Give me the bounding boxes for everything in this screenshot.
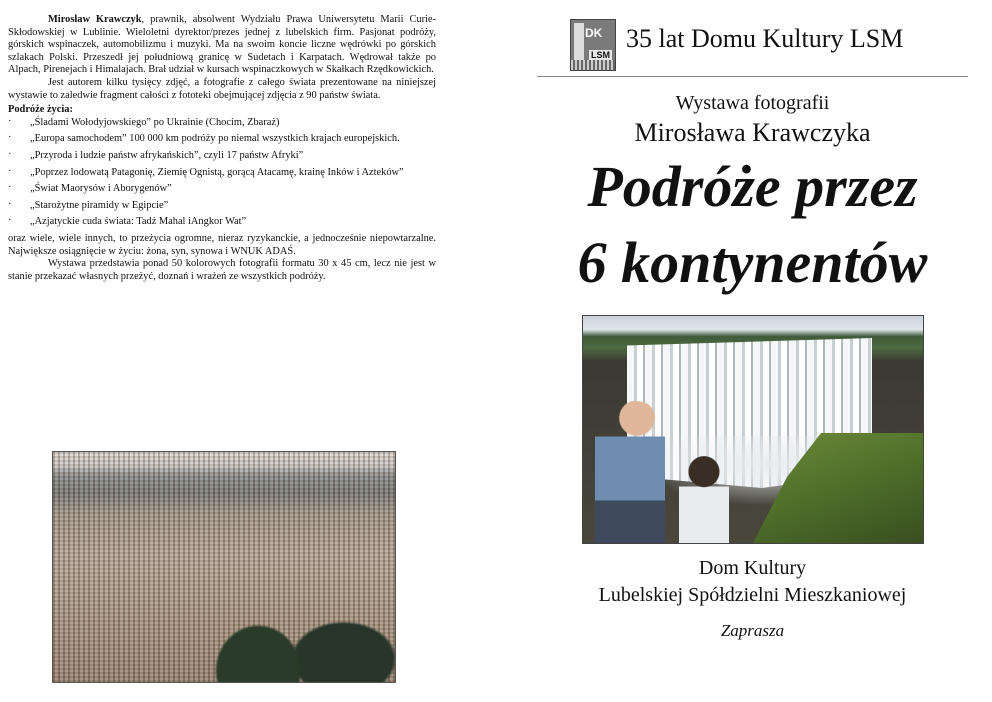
- author-heading: Mirosława Krawczyka: [634, 118, 871, 147]
- list-item: · „Azjatyckie cuda świata: Tadż Mahal iAngkor Wat”: [8, 216, 436, 229]
- invitation-text: Zaprasza: [720, 621, 785, 640]
- host-line-2: Lubelskiej Spółdzielni Mieszkaniowej: [598, 584, 907, 606]
- list-item: · „Śladami Wołodyjowskiego” po Ukrainie (Chocim, Zbaraż): [8, 117, 436, 130]
- trips-list: [8, 117, 436, 229]
- waterfall-photo: [582, 315, 924, 544]
- title-line-2: 6 kontynentów: [577, 230, 928, 295]
- author-name: Mirosław Krawczyk: [48, 14, 142, 25]
- achievements-paragraph: oraz wiele, wiele innych, to przeżycia ogromne, nieraz ryzykanckie, a jednocześnie niepowtarzalne. Największe osiągnięcie w życiu: żona, syn, synowa i WNUK ADAŚ.: [8, 232, 436, 257]
- logo-lsm-text: LSM: [591, 50, 610, 60]
- bio-text: , prawnik, absolwent Wydziału Prawa Uniwersytetu Marii Curie-Skłodowskiej w Lublinie. Wieloletni dyrektor/prezes jednej z lubelskich firm. Pasjonat podróży, górskich wspinaczek, automobilizmu i muzyki. Ma na swoim koncie liczne wędrówki po górskich szlakach Polski. Przeszedł jej południową granicę w Sudetach i Karpatach. Wędrował także po Alpach, Pirenejach i Himalajach. Brał udział w kursach wspinaczkowych w Skałkach Rzędkowickich.: [8, 14, 436, 76]
- exhibition-label: Wystawa fotografii: [675, 92, 830, 114]
- trips-heading: Podróże życia:: [8, 104, 73, 116]
- list-item: · „Europa samochodem” 100 000 km podróży po niemal wszystkich krajach europejskich.: [8, 133, 436, 146]
- list-item: · „Poprzez lodowatą Patagonię, Ziemię Ognistą, gorącą Atacamę, krainę Inków i Azteków”: [8, 167, 436, 180]
- woman-figure: [679, 456, 729, 543]
- list-item: · „Świat Maorysów i Aborygenów”: [8, 183, 436, 196]
- logo-dk-text: DK: [585, 26, 603, 40]
- logo-stripes: [571, 60, 615, 70]
- list-item: · „Przyroda i ludzie państw afrykańskich”, czyli 17 państw Afryki”: [8, 150, 436, 163]
- collection-paragraph: Jest autorem kilku tysięcy zdjęć, a fotografie z całego świata prezentowane na niniejszej wystawie to zaledwie fragment całości z fototeki obejmującej zdjęcia z 90 państw świata.: [8, 76, 436, 101]
- bio-text-block: [8, 14, 436, 283]
- man-figure: [595, 401, 665, 543]
- city-panorama-photo: [52, 451, 396, 683]
- host-line-1: Dom Kultury: [698, 557, 807, 579]
- list-item: · „Starożytne piramidy w Egipcie”: [8, 200, 436, 213]
- anniversary-heading: 35 lat Domu Kultury LSM: [626, 24, 904, 53]
- title-line-1: Podróże przez: [587, 154, 918, 219]
- bio-paragraph: [8, 14, 436, 77]
- divider: [537, 76, 968, 77]
- lsm-logo: [570, 19, 616, 71]
- exhibition-paragraph: Wystawa przedstawia ponad 50 kolorowych fotografii formatu 30 x 45 cm, lecz nie jest w stanie przekazać własnych przeżyć, doznań i wrażeń ze wszystkich podróży.: [8, 258, 436, 282]
